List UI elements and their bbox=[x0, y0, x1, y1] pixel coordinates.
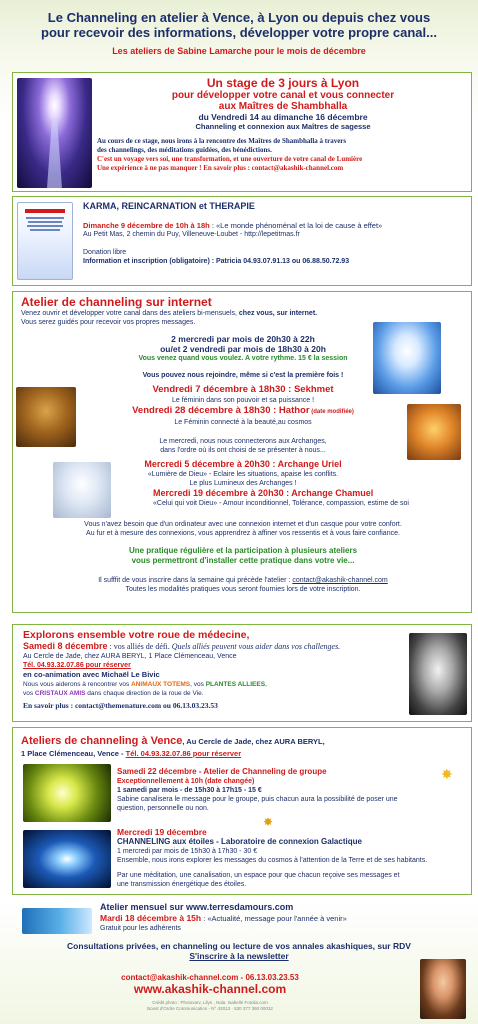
footer-credits-2: Boost d'Ordre Communication - N° 43013 · 530 377 360 00032 bbox=[147, 1006, 273, 1011]
internet-intro-1b: chez vous, sur internet. bbox=[238, 310, 318, 317]
header-line-2: pour recevoir des informations, développer votre propre canal... bbox=[41, 25, 437, 40]
medicine-tel-link[interactable]: Tél. 04.93.32.07.86 pour réserver bbox=[23, 662, 131, 669]
internet-v28-modified: (date modifiée) bbox=[309, 409, 354, 415]
stairs-icon bbox=[17, 78, 92, 188]
karma-title: KARMA, REINCARNATION et THERAPIE bbox=[83, 201, 255, 211]
page-header bbox=[0, 0, 478, 70]
stage-desc-3: C'est un voyage vers soi, une transformation, et une ouverture de votre canal de Lumière bbox=[97, 155, 363, 163]
terres-title[interactable]: Atelier mensuel sur www.terresdamours.com bbox=[100, 902, 294, 912]
karma-info: Information et inscription (obligatoire) : Patricia 04.93.07.91.13 ou 06.88.50.72.93 bbox=[83, 258, 350, 265]
footer-newsletter-link[interactable]: S'inscrire à la newsletter bbox=[189, 951, 289, 961]
internet-arch-2: dans l'ordre où ils ont choisi de se présenter à nous... bbox=[160, 447, 326, 454]
medicine-help-1: Nous vous aiderons à rencontrer vos bbox=[23, 681, 132, 688]
stage-desc-4[interactable]: Une expérience à ne pas manquer ! En savoir plus : contact@akashik-channel.com bbox=[97, 164, 344, 172]
vence-s22-c: Sabine canalisera le message pour le groupe, puis chacun aura la possibilité de poser une bbox=[117, 796, 398, 803]
footer-contact[interactable]: contact@akashik-channel.com - 06.13.03.23.53 bbox=[121, 973, 299, 982]
vence-s22-d: question, personnelle ou non. bbox=[117, 805, 209, 812]
terres-section bbox=[12, 902, 472, 938]
internet-need-2: Au fur et à mesure des connexions, vous apprendrez à affiner vos ressentis et à vous faire confiance. bbox=[86, 530, 400, 537]
internet-join: Vous pouvez nous rejoindre, même si c'est la première fois ! bbox=[142, 372, 344, 379]
internet-signup-email-link[interactable]: contact@akashik-channel.com bbox=[292, 577, 388, 584]
internet-v28-desc: Le Féminin connecté à la beauté,au cosmos bbox=[174, 419, 312, 426]
vence-m19-b: Ensemble, nous irons explorer les messages du cosmos à l'attention de la Terre et de ses habitants. bbox=[117, 857, 428, 864]
star-icon: ✸ bbox=[441, 766, 453, 782]
internet-when-1: 2 mercredi par mois de 20h30 à 22h bbox=[171, 334, 315, 344]
internet-m19-desc: «Celui qui voit Dieu» - Amour inconditionnel, Tolérance, compassion, estime de soi bbox=[153, 500, 409, 507]
internet-v7: Vendredi 7 décembre à 18h30 : Sekhmet bbox=[152, 384, 334, 395]
vence-s22-a: Exceptionnellement à 10h (date changée) bbox=[117, 778, 255, 785]
karma-section bbox=[12, 196, 472, 286]
terres-free: Gratuit pour les adhérents bbox=[100, 925, 181, 932]
galaxy-image bbox=[23, 830, 111, 888]
medicine-plantes: PLANTES ALLIEES bbox=[205, 681, 266, 688]
vence-title-b: , Au Cercle de Jade, chez AURA BERYL, bbox=[182, 737, 325, 746]
vence-m19-d: une transmission énergétique des étoiles. bbox=[117, 881, 247, 888]
vence-section bbox=[12, 727, 472, 895]
medicine-quote: Quels alliés peuvent vous aider dans vos challenges. bbox=[171, 642, 341, 651]
vence-m19-title: CHANNELING aux étoiles - Laboratoire de connexion Galactique bbox=[117, 837, 362, 846]
terres-date: Mardi 18 décembre à 15h bbox=[100, 913, 202, 923]
header-line-1: Le Channeling en atelier à Vence, à Lyon ou depuis chez vous bbox=[47, 10, 431, 25]
internet-section bbox=[12, 291, 472, 613]
internet-regular-2: vous permettront d'installer cette pratique dans votre vie... bbox=[131, 556, 355, 565]
brochure-image bbox=[17, 202, 73, 280]
medicine-date: Samedi 8 décembre bbox=[23, 641, 108, 651]
medicine-title: Explorons ensemble votre roue de médecine, bbox=[23, 629, 250, 641]
medicine-wheel-section bbox=[12, 624, 472, 722]
medicine-help-2: , vos bbox=[190, 681, 206, 688]
footer-website-link[interactable]: www.akashik-channel.com bbox=[133, 982, 287, 996]
footer-consultations: Consultations privées, en channeling ou lecture de vos annales akashiques, sur RDV bbox=[67, 941, 411, 951]
medicine-coanimation: en co-animation avec Michaël Le Bivic bbox=[23, 670, 160, 679]
vence-m19-c: Par une méditation, une canalisation, un espace pour que chacun reçoive ses messages et bbox=[117, 872, 400, 879]
wolf-image bbox=[409, 633, 467, 715]
stage-title: Un stage de 3 jours à Lyon bbox=[206, 76, 360, 90]
medicine-date-2: : vos alliés de défi. bbox=[107, 642, 172, 651]
medicine-help-4: dans chaque direction de la roue de Vie. bbox=[85, 690, 204, 697]
vence-tel-link[interactable]: Tél. 04.93.32.07.86 pour réserver bbox=[125, 749, 242, 758]
karma-address[interactable]: Au Petit Mas, 2 chemin du Puy, Villeneuve-Loubet - http://lepetitmas.fr bbox=[83, 231, 300, 238]
vence-s22-b: 1 samedi par mois - de 15h30 à 17h15 - 15 € bbox=[117, 787, 262, 794]
internet-m5-desc-1: «Lumière de Dieu» - Eclaire les situations, apaise les conflits. bbox=[147, 471, 339, 478]
internet-intro-1: Venez ouvrir et développer votre canal dans des ateliers bi-mensuels, bbox=[21, 310, 239, 317]
medicine-more[interactable]: En savoir plus : contact@themenature.com ou 06.13.03.23.53 bbox=[23, 701, 218, 710]
group-light-image bbox=[23, 764, 111, 822]
stage-dates: du Vendredi 14 au dimanche 16 décembre bbox=[198, 112, 368, 122]
medicine-cristaux: CRISTAUX AMIS bbox=[34, 690, 86, 697]
stage-lyon-section bbox=[12, 72, 472, 192]
stage-desc-1: Au cours de ce stage, nous irons à la rencontre des Maîtres de Shambhalla à travers bbox=[97, 137, 347, 145]
internet-signup-1: Il sufffit de vous inscrire dans la semaine qui précède l'atelier : bbox=[98, 577, 293, 584]
vence-s22: Samedi 22 décembre - Atelier de Channeling de groupe bbox=[117, 767, 327, 776]
internet-v28: Vendredi 28 décembre à 18h30 : Hathor bbox=[132, 405, 310, 416]
internet-signup-2: Toutes les modalités pratiques vous seront fournies lors de votre inscription. bbox=[125, 586, 361, 593]
header-subtitle: Les ateliers de Sabine Lamarche pour le mois de décembre bbox=[112, 46, 366, 56]
medicine-animaux: ANIMAUX TOTEMS bbox=[131, 681, 191, 688]
internet-v7-desc: Le féminin dans son pouvoir et sa puissance ! bbox=[171, 397, 315, 404]
author-portrait-image bbox=[420, 959, 466, 1019]
medicine-help-3: , bbox=[265, 681, 267, 688]
karma-quote: : «Le monde phénoménal et la loi de cause à effet» bbox=[209, 221, 383, 230]
internet-regular-1: Une pratique régulière et la participation à plusieurs ateliers bbox=[128, 546, 358, 555]
vence-title: Ateliers de channeling à Vence bbox=[21, 735, 183, 747]
internet-when-2: ou/et 2 vendredi par mois de 18h30 à 20h bbox=[160, 344, 326, 354]
internet-m19: Mercredi 19 décembre à 20h30 : Archange Chamuel bbox=[153, 488, 374, 498]
stage-subtitle-2: aux Maîtres de Shambhalla bbox=[218, 101, 348, 112]
internet-intro-2: Vous serez guidés pour recevoir vos propres messages. bbox=[21, 319, 196, 326]
stage-subtitle-1: pour développer votre canal et vous connecter bbox=[171, 90, 395, 101]
stage-desc-2: des channelings, des méditations guidées, des bénédictions. bbox=[97, 146, 272, 154]
medicine-vos: vos bbox=[23, 690, 35, 697]
karma-donation: Donation libre bbox=[83, 249, 127, 256]
cosmic-path-image bbox=[17, 78, 92, 188]
terres-logo-image bbox=[22, 908, 92, 934]
footer-credits-1: Crédit photo : Photoxarv, Lilyn , Nala. Isabelle Fotolia.com bbox=[152, 1000, 268, 1005]
internet-m5-desc-2: Le plus Lumineux des Archanges ! bbox=[189, 480, 297, 487]
vence-m19: Mercredi 19 décembre bbox=[117, 827, 207, 837]
stage-theme: Channeling et connexion aux Maîtres de sagesse bbox=[195, 122, 371, 131]
medicine-where: Au Cercle de Jade, chez AURA BERYL, 1 Place Clémenceau, Vence bbox=[23, 653, 237, 660]
internet-need-1: Vous n'avez besoin que d'un ordinateur avec une connexion internet et d'un casque pour votre confort. bbox=[84, 521, 402, 528]
vence-m19-a: 1 mercredi par mois de 15h30 à 17h30 - 30 € bbox=[117, 848, 258, 855]
star-icon: ✸ bbox=[263, 815, 274, 829]
page-footer bbox=[0, 941, 478, 1024]
internet-arch-1: Le mercredi, nous nous connecterons aux Archanges, bbox=[159, 438, 327, 445]
internet-rhythm: Vous venez quand vous voulez. A votre rythme. 15 € la session bbox=[138, 355, 348, 362]
vence-address: 1 Place Clémenceau, Vence - bbox=[21, 749, 126, 758]
terres-date-2: : «Actualité, message pour l'année à venir» bbox=[201, 914, 347, 923]
karma-date: Dimanche 9 décembre de 10h à 18h bbox=[83, 221, 210, 230]
internet-title: Atelier de channeling sur internet bbox=[21, 295, 212, 309]
internet-m5: Mercredi 5 décembre à 20h30 : Archange Uriel bbox=[144, 459, 342, 469]
